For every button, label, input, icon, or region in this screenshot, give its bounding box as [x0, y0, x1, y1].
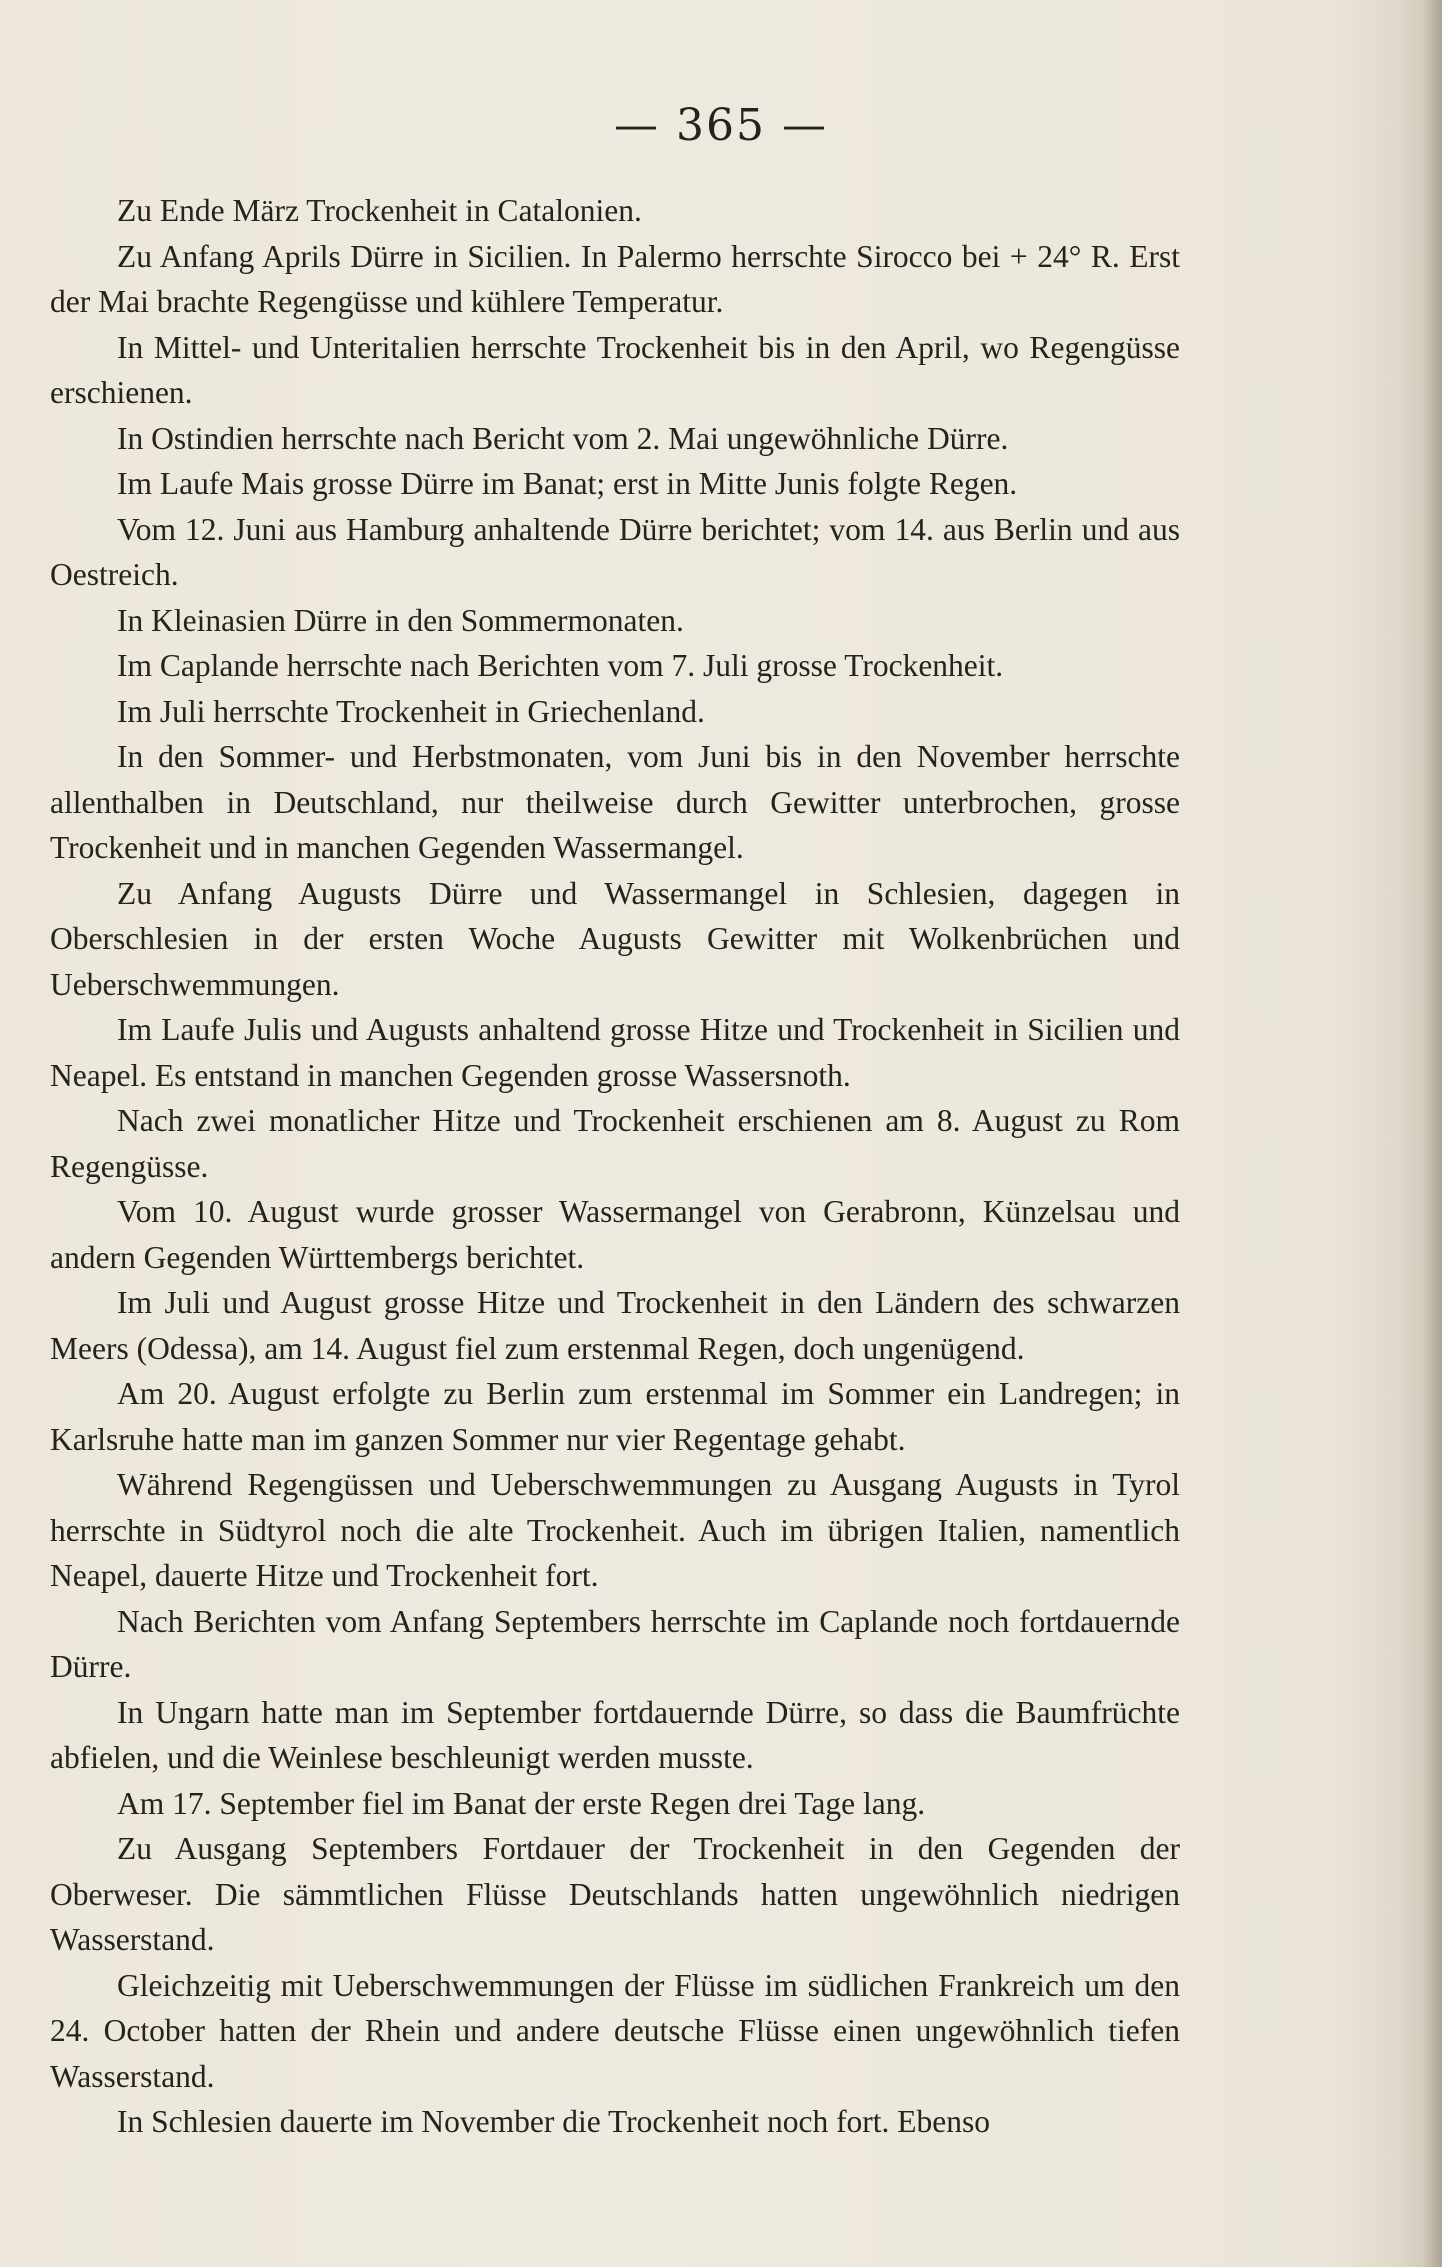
paragraph: Zu Anfang Aprils Dürre in Sicilien. In Palermo herrschte Sirocco bei + 24° R. Erst der Mai brachte Regengüsse und kühlere Temperatur.: [50, 238, 1180, 319]
paragraph: Im Juli herrschte Trockenheit in Griechenland.: [117, 693, 705, 729]
paragraph: Während Regengüssen und Ueberschwemmungen zu Ausgang Augusts in Tyrol herrschte in Südtyrol noch die alte Trockenheit. Auch im übrigen Italien, namentlich Neapel, dauerte Hitze und Trockenheit fort.: [50, 1467, 1180, 1593]
paragraph: Im Caplande herrschte nach Berichten vom 7. Juli grosse Trockenheit.: [117, 648, 1004, 683]
paragraph: Zu Ausgang Septembers Fortdauer der Trockenheit in den Gegenden der Oberweser. Die sämmtlichen Flüsse Deutschlands hatten ungewöhnlich niedrigen Wasserstand.: [50, 1831, 1180, 1957]
paragraph: Zu Ende März Trockenheit in Catalonien.: [117, 193, 642, 228]
paragraph: Im Laufe Julis und Augusts anhaltend grosse Hitze und Trockenheit in Sicilien und Neapel. Es entstand in manchen Gegenden grosse Wassersnoth.: [50, 1012, 1180, 1093]
paragraph: Vom 10. August wurde grosser Wassermangel von Gerabronn, Künzelsau und andern Gegenden Württembergs berichtet.: [50, 1194, 1180, 1275]
paragraph: Nach Berichten vom Anfang Septembers herrschte im Caplande noch fortdauernde Dürre.: [50, 1603, 1180, 1684]
paragraph: In Schlesien dauerte im November die Trockenheit noch fort. Ebenso: [117, 2104, 991, 2139]
paragraph: Im Juli und August grosse Hitze und Trockenheit in den Ländern des schwarzen Meers (Odessa), am 14. August fiel zum erstenmal Regen, doch ungenügend.: [50, 1285, 1180, 1366]
paragraph: Am 20. August erfolgte zu Berlin zum erstenmal im Sommer ein Landregen; in Karlsruhe hatte man im ganzen Sommer nur vier Regentage gehabt.: [50, 1376, 1180, 1457]
paragraph: Nach zwei monatlicher Hitze und Trockenheit erschienen am 8. August zu Rom Regengüsse.: [50, 1103, 1180, 1184]
page-number: — 365 —: [614, 100, 828, 151]
paragraph: In den Sommer- und Herbstmonaten, vom Juni bis in den November herrschte allenthalben in Deutschland, nur theilweise durch Gewitter unterbrochen, grosse Trockenheit und in manchen Gegenden Wassermangel.: [50, 739, 1180, 865]
paragraph: Zu Anfang Augusts Dürre und Wassermangel in Schlesien, dagegen in Oberschlesien in der ersten Woche Augusts Gewitter mit Wolkenbrüchen und Ueberschwemmungen.: [50, 875, 1180, 1002]
paragraph: Gleichzeitig mit Ueberschwemmungen der Flüsse im südlichen Frankreich um den 24. October hatten der Rhein und andere deutsche Flüsse einen ungewöhnlich tiefen Wasserstand.: [50, 1967, 1180, 2094]
paragraph: Am 17. September fiel im Banat der erste Regen drei Tage lang.: [117, 1785, 926, 1821]
body-text: [50, 188, 1180, 2145]
paragraph: In Mittel- und Unteritalien herrschte Trockenheit bis in den April, wo Regengüsse erschienen.: [50, 329, 1180, 410]
paragraph: In Ungarn hatte man im September fortdauernde Dürre, so dass die Baumfrüchte abfielen, und die Weinlese beschleunigt werden musste.: [50, 1694, 1180, 1775]
paragraph: In Ostindien herrschte nach Bericht vom 2. Mai ungewöhnliche Dürre.: [117, 420, 1009, 456]
paragraph: Vom 12. Juni aus Hamburg anhaltende Dürre berichtet; vom 14. aus Berlin und aus Oestreich.: [50, 511, 1180, 592]
page-edge-shadow: [1424, 0, 1442, 2267]
paragraph: Im Laufe Mais grosse Dürre im Banat; erst in Mitte Junis folgte Regen.: [117, 466, 1018, 501]
paragraph: In Kleinasien Dürre in den Sommermonaten.: [117, 602, 684, 638]
